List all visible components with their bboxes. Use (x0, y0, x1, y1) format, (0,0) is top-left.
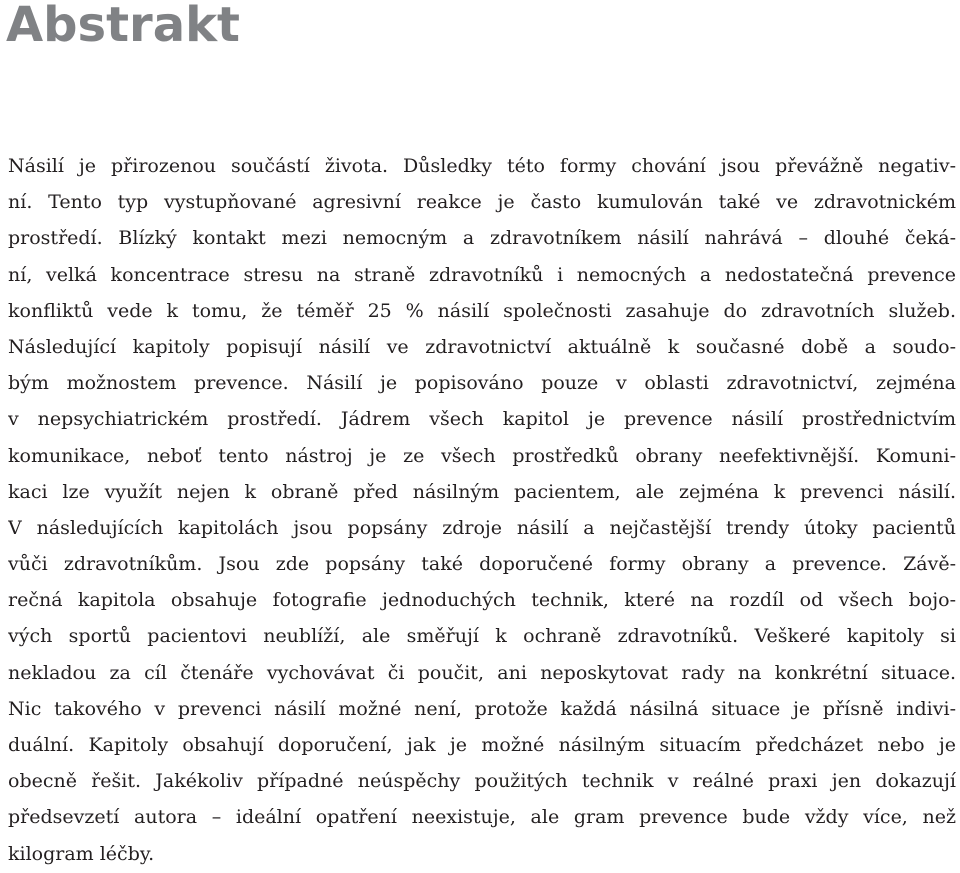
paragraph-line: kaci lze využít nejen k obraně před násilným pacientem, ale zejména k prevenci násilí. (8, 480, 956, 503)
paragraph-line: vůči zdravotníkům. Jsou zde popsány také doporučené formy obrany a prevence. Závě- (8, 553, 956, 576)
paragraph-line: ní. Tento typ vystupňované agresivní reakce je často kumulován také ve zdravotnickém (8, 191, 956, 214)
paragraph-line: kilogram léčby. (8, 842, 155, 865)
paragraph-line: obecně řešit. Jakékoliv případné neúspěchy použitých technik v reálné praxi jen dokazují (8, 770, 956, 793)
paragraph-line: komunikace, neboť tento nástroj je ze všech prostředků obrany neefektivnější. Komuni- (8, 444, 956, 467)
paragraph-line: nekladou za cíl čtenáře vychovávat či poučit, ani neposkytovat rady na konkrétní situace. (8, 661, 956, 684)
paragraph-line: bým možnostem prevence. Násilí je popisováno pouze v oblasti zdravotnictví, zejména (8, 372, 956, 395)
paragraph-line: ní, velká koncentrace stresu na straně zdravotníků i nemocných a nedostatečná prevence (8, 263, 956, 286)
paragraph-line: předsevzetí autora – ideální opatření neexistuje, ale gram prevence bude vždy více, než (8, 806, 956, 829)
paragraph-line: prostředí. Blízký kontakt mezi nemocným a zdravotníkem násilí nahrává – dlouhé čeká- (8, 227, 956, 250)
paragraph-line: Následující kapitoly popisují násilí ve zdravotnictví aktuálně k současné době a soudo- (8, 335, 956, 358)
page-title: Abstrakt (6, 0, 240, 53)
paragraph-line: v nepsychiatrickém prostředí. Jádrem všech kapitol je prevence násilí prostřednictvím (8, 408, 956, 431)
paragraph-line: rečná kapitola obsahuje fotografie jednoduchých technik, které na rozdíl od všech bojo- (8, 589, 956, 612)
paragraph-line: Násilí je přirozenou součástí života. Důsledky této formy chování jsou převážně negativ- (8, 155, 956, 177)
paragraph-line: V následujících kapitolách jsou popsány zdroje násilí a nejčastější trendy útoky pacientů (8, 516, 956, 539)
abstract-paragraph (8, 148, 956, 872)
paragraph-line: Nic takového v prevenci násilí možné není, protože každá násilná situace je přísně indivi- (8, 697, 956, 720)
paragraph-line: konfliktů vede k tomu, že téměř 25 % násilí společnosti zasahuje do zdravotních služeb. (8, 299, 956, 322)
paragraph-line: vých sportů pacientovi neublíží, ale směřují k ochraně zdravotníků. Veškeré kapitoly si (8, 625, 956, 648)
paragraph-line: duální. Kapitoly obsahují doporučení, jak je možné násilným situacím předcházet nebo je (8, 734, 956, 756)
